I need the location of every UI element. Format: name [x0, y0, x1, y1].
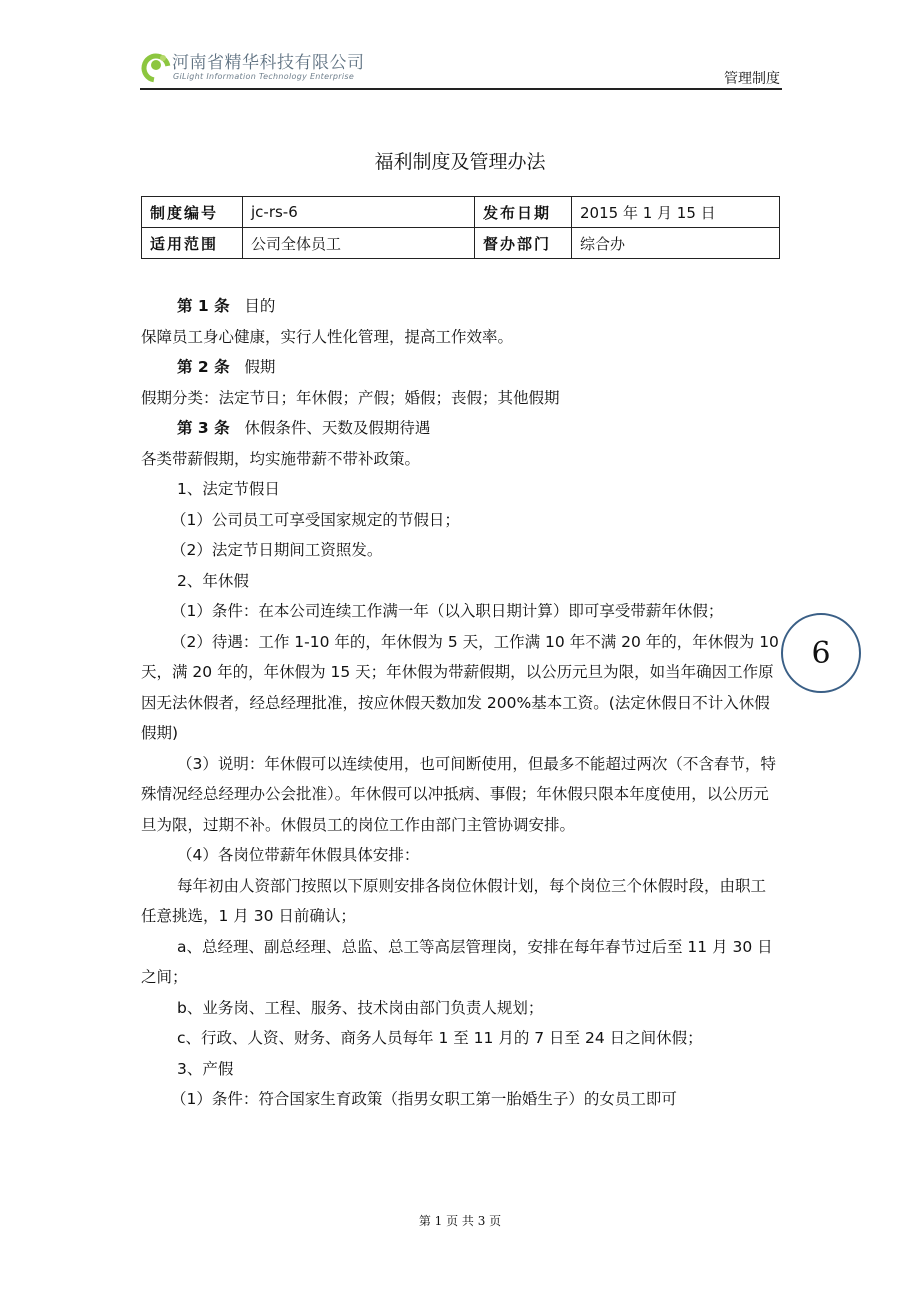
- value-policy-number: jc-rs-6: [243, 197, 475, 228]
- company-name-en: GiLight Information Technology Enterprise: [173, 72, 355, 81]
- metadata-table: [141, 196, 780, 259]
- section-heading: 2、年休假: [177, 571, 249, 590]
- value-supervising-dept: 综合办: [572, 228, 780, 259]
- document-title: 福利制度及管理办法: [374, 151, 546, 173]
- label-supervising-dept: 督办部门: [475, 228, 572, 259]
- label-policy-number: 制度编号: [142, 197, 243, 228]
- article-1-heading: 第 1 条 目的: [177, 297, 276, 315]
- paragraph: 假期分类：法定节日；年休假；产假；婚假；丧假；其他假期: [141, 388, 560, 407]
- page-footer: 第 1 页 共 3 页: [418, 1214, 502, 1228]
- label-scope: 适用范围: [142, 228, 243, 259]
- header-divider: [140, 88, 782, 90]
- value-publish-date: 2015 年 1 月 15 日: [572, 197, 780, 228]
- page-header: [140, 44, 782, 90]
- article-2-heading: 第 2 条 假期: [177, 358, 276, 376]
- table-row: [142, 197, 780, 228]
- table-row: [142, 228, 780, 259]
- paragraph: （2）法定节日期间工资照发。: [171, 541, 383, 559]
- paragraph: （2）待遇：工作 1-10 年的，年休假为 5 天，工作满 10 年不满 20 年的，年休假为 10 天，满 20 年的，年休假为 15 天；年休假为带薪假期，以公历元旦为限，如当年确因工作原因无法休假者，经总经理批准，按应休假天数加发 200%基本工资。(法定休假日不计入休假假期): [141, 632, 779, 742]
- paragraph: 保障员工身心健康，实行人性化管理，提高工作效率。: [141, 327, 514, 346]
- section-heading: 3、产假: [177, 1059, 234, 1078]
- company-logo-icon: [140, 52, 176, 86]
- paragraph: （4）各岗位带薪年休假具体安排：: [177, 846, 420, 864]
- list-item: b、业务岗、工程、服务、技术岗由部门负责人规划；: [177, 998, 544, 1017]
- list-item: a、总经理、副总经理、总监、总工等高层管理岗，安排在每年春节过后至 11 月 30 日之间；: [141, 937, 773, 986]
- section-heading: 1、法定节假日: [177, 480, 280, 498]
- page-number-badge: 6: [781, 613, 861, 693]
- paragraph: （1）条件：在本公司连续工作满一年（以入职日期计算）即可享受带薪年休假；: [171, 602, 724, 620]
- document-body: [141, 291, 781, 1115]
- paragraph: （3）说明：年休假可以连续使用，也可间断使用，但最多不能超过两次（不含春节，特殊情况经总经理办公会批准）。年休假可以冲抵病、事假；年休假只限本年度使用，以公历元旦为限，过期不补。休假员工的岗位工作由部门主管协调安排。: [141, 754, 776, 834]
- company-name-cn: 河南省精华科技有限公司: [172, 53, 365, 73]
- value-scope: 公司全体员工: [243, 228, 475, 259]
- section-label: 管理制度: [724, 71, 780, 87]
- list-item: c、行政、人资、财务、商务人员每年 1 至 11 月的 7 日至 24 日之间休假；: [177, 1029, 703, 1047]
- article-3-heading: 第 3 条 休假条件、天数及假期待遇: [177, 419, 431, 437]
- paragraph: 各类带薪假期，均实施带薪不带补政策。: [141, 449, 421, 468]
- paragraph: 每年初由人资部门按照以下原则安排各岗位休假计划，每个岗位三个休假时段，由职工任意挑选，1 月 30 日前确认；: [141, 876, 767, 925]
- paragraph: （1）条件：符合国家生育政策（指男女职工第一胎婚生子）的女员工即可: [171, 1090, 677, 1108]
- paragraph: （1）公司员工可享受国家规定的节假日；: [171, 510, 460, 529]
- label-publish-date: 发布日期: [475, 197, 572, 228]
